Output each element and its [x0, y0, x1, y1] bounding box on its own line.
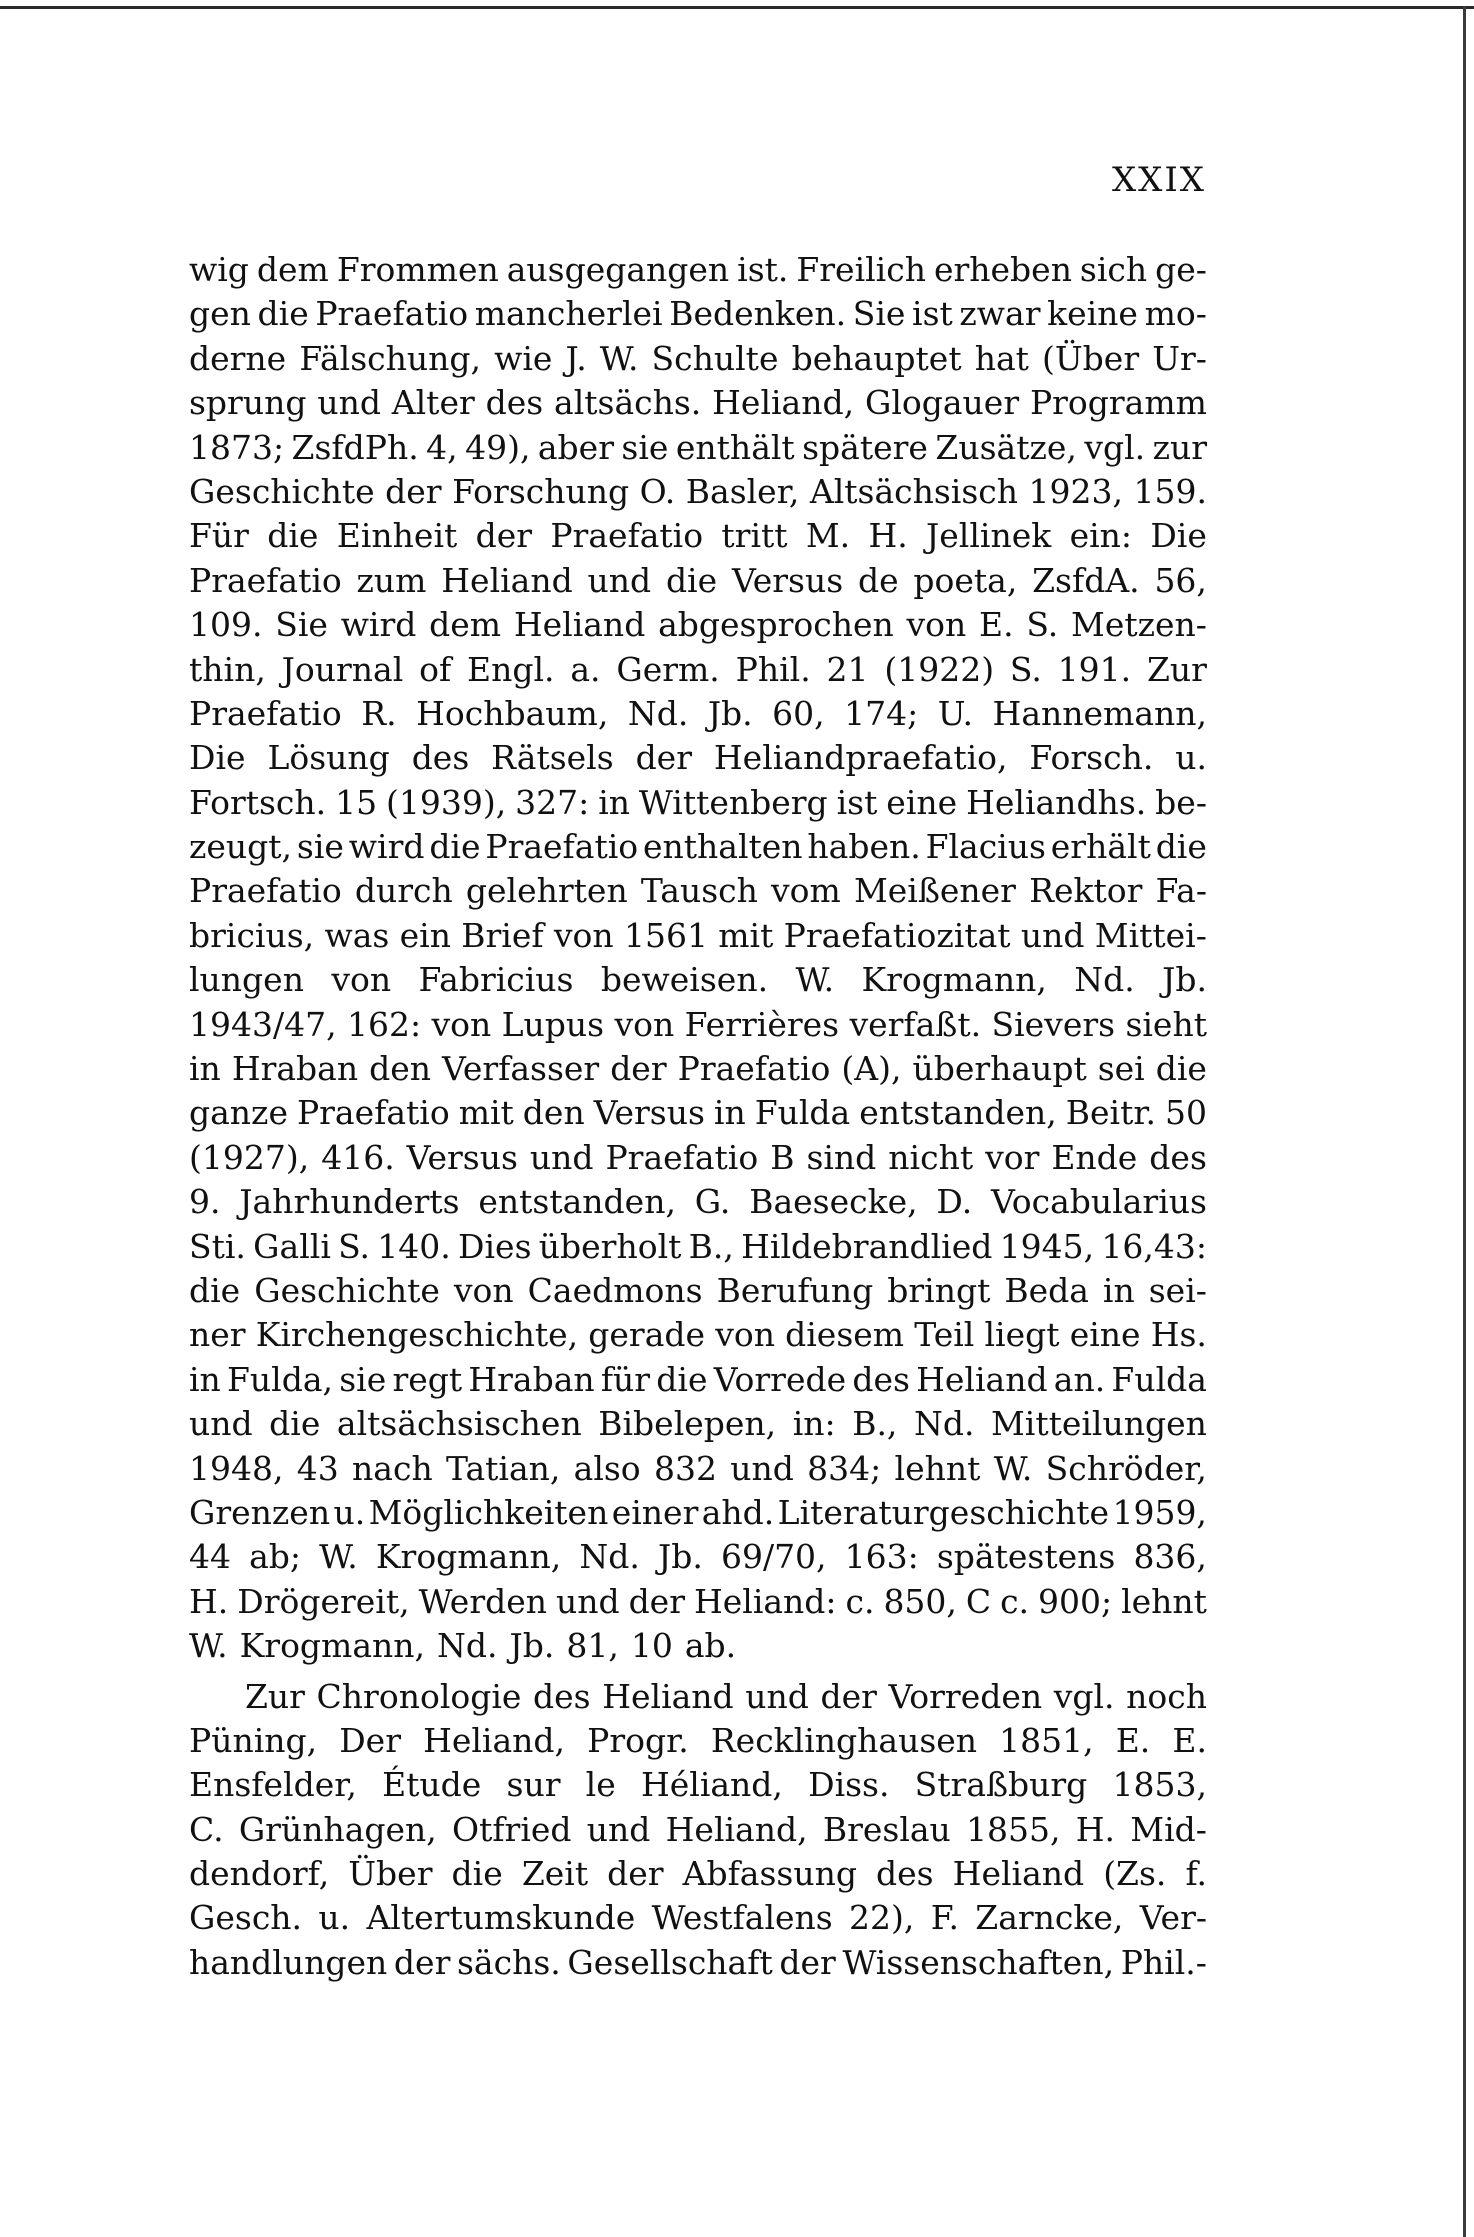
text-line: sprung und Alter des altsächs. Heliand, Glogauer Programm: [189, 383, 1207, 423]
text-line: Grenzen u. Möglichkeiten einer ahd. Literaturgeschichte 1959,: [189, 1492, 1207, 1532]
paragraph-1: [189, 248, 1207, 1669]
scan-top-edge: [0, 6, 1474, 9]
text-line: 44 ab; W. Krogmann, Nd. Jb. 69/70, 163: spätestens 836,: [189, 1537, 1207, 1577]
text-line: 1943/47, 162: von Lupus von Ferrières verfaßt. Sievers sieht: [189, 1004, 1207, 1044]
text-line: Ensfelder, Étude sur le Héliand, Diss. Straßburg 1853,: [189, 1765, 1207, 1805]
text-line: Praefatio R. Hochbaum, Nd. Jb. 60, 174; U. Hannemann,: [189, 693, 1207, 733]
text-line: dendorf, Über die Zeit der Abfassung des Heliand (Zs. f.: [189, 1854, 1207, 1894]
text-line: handlungen der sächs. Gesellschaft der Wissenschaften, Phil.-: [189, 1942, 1207, 1982]
text-line: Püning, Der Heliand, Progr. Recklinghausen 1851, E. E.: [189, 1720, 1207, 1760]
text-line: bricius, was ein Brief von 1561 mit Praefatiozitat und Mittei-: [189, 915, 1207, 955]
text-line: und die altsächsischen Bibelepen, in: B., Nd. Mitteilungen: [189, 1404, 1207, 1444]
text-line: (1927), 416. Versus und Praefatio B sind nicht vor Ende des: [189, 1137, 1207, 1177]
body-text: [189, 248, 1207, 1985]
text-line: Die Lösung des Rätsels der Heliandpraefatio, Forsch. u.: [189, 738, 1207, 778]
text-line: 1948, 43 nach Tatian, also 832 und 834; lehnt W. Schröder,: [189, 1448, 1207, 1488]
text-line: lungen von Fabricius beweisen. W. Krogmann, Nd. Jb.: [189, 960, 1207, 1000]
text-line: Für die Einheit der Praefatio tritt M. H. Jellinek ein: Die: [189, 516, 1207, 556]
text-line: W. Krogmann, Nd. Jb. 81, 10 ab.: [189, 1626, 737, 1666]
text-line: 1873; ZsfdPh. 4, 49), aber sie enthält spätere Zusätze, vgl. zur: [189, 427, 1207, 467]
text-line: Praefatio zum Heliand und die Versus de poeta, ZsfdA. 56,: [189, 560, 1207, 600]
text-line: Zur Chronologie des Heliand und der Vorreden vgl. noch: [245, 1676, 1207, 1716]
text-line: C. Grünhagen, Otfried und Heliand, Breslau 1855, H. Mid-: [189, 1809, 1207, 1849]
text-line: Fortsch. 15 (1939), 327: in Wittenberg ist eine Heliandhs. be-: [189, 782, 1207, 822]
text-line: Praefatio durch gelehrten Tausch vom Meißener Rektor Fa-: [189, 871, 1207, 911]
text-line: ner Kirchengeschichte, gerade von diesem Teil liegt eine Hs.: [189, 1315, 1207, 1355]
text-line: Geschichte der Forschung O. Basler, Altsächsisch 1923, 159.: [189, 471, 1207, 511]
text-line: 109. Sie wird dem Heliand abgesprochen von E. S. Metzen-: [189, 605, 1207, 645]
scan-right-edge: [1463, 6, 1466, 2237]
text-line: ganze Praefatio mit den Versus in Fulda entstanden, Beitr. 50: [189, 1093, 1207, 1133]
text-line: die Geschichte von Caedmons Berufung bringt Beda in sei-: [189, 1270, 1207, 1310]
text-line: wig dem Frommen ausgegangen ist. Freilich erheben sich ge-: [189, 250, 1207, 289]
text-line: thin, Journal of Engl. a. Germ. Phil. 21 (1922) S. 191. Zur: [189, 649, 1207, 689]
page-number: XXIX: [1111, 160, 1206, 200]
text-line: Sti. Galli S. 140. Dies überholt B., Hildebrandlied 1945, 16,43:: [189, 1226, 1207, 1266]
text-line: in Hraban den Verfasser der Praefatio (A), überhaupt sei die: [189, 1049, 1207, 1089]
paragraph-2: [189, 1675, 1207, 1986]
text-line: derne Fälschung, wie J. W. Schulte behauptet hat (Über Ur-: [189, 338, 1207, 378]
text-line: H. Drögereit, Werden und der Heliand: c. 850, C c. 900; lehnt: [189, 1581, 1207, 1621]
text-line: in Fulda, sie regt Hraban für die Vorrede des Heliand an. Fulda: [189, 1359, 1207, 1399]
text-line: zeugt, sie wird die Praefatio enthalten haben. Flacius erhält die: [189, 827, 1207, 867]
text-line: Gesch. u. Altertumskunde Westfalens 22), F. Zarncke, Ver-: [189, 1898, 1207, 1938]
text-line: 9. Jahrhunderts entstanden, G. Baesecke, D. Vocabularius: [189, 1182, 1207, 1222]
text-line: gen die Praefatio mancherlei Bedenken. Sie ist zwar keine mo-: [189, 294, 1207, 334]
